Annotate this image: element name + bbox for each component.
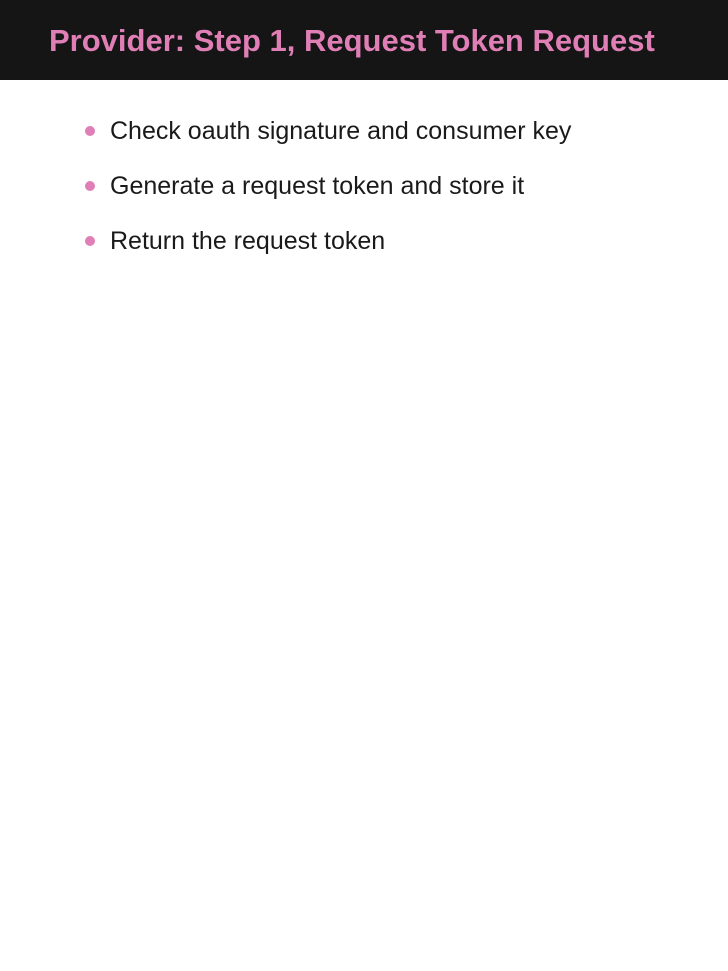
bullet-dot-icon [85, 181, 95, 191]
bullet-text: Generate a request token and store it [110, 172, 525, 200]
bullet-text: Return the request token [110, 227, 386, 255]
bullet-dot-icon [85, 126, 95, 136]
bullet-text: Check oauth signature and consumer key [110, 117, 572, 145]
title-bar [0, 0, 728, 80]
bullet-dot-icon [85, 236, 95, 246]
slide-title: Provider: Step 1, Request Token Request [49, 23, 655, 58]
